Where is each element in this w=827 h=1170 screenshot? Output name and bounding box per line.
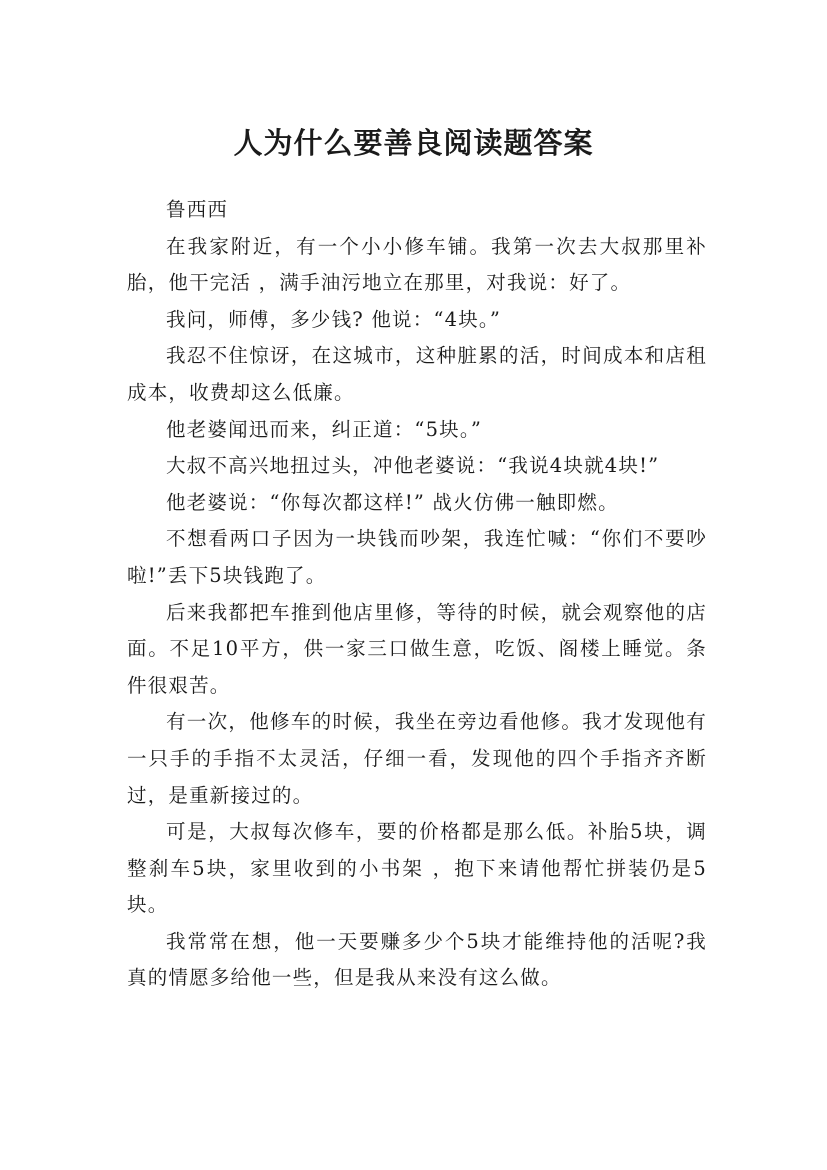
paragraph-3: 我忍不住惊讶，在这城市，这种脏累的活，时间成本和店租成本，收费却这么低廉。 <box>127 344 707 404</box>
paragraph-10: 可是，大叔每次修车，要的价格都是那么低。补胎5块，调整刹车5块，家里收到的小书架 ，抱下来请他帮忙拼装仍是5块。 <box>127 820 707 917</box>
paragraph-6: 他老婆说：“你每次都这样!” 战火仿佛一触即燃。 <box>166 490 619 514</box>
paragraph-7: 不想看两口子因为一块钱而吵架，我连忙喊：“你们不要吵啦!”丢下5块钱跑了。 <box>127 527 707 587</box>
document-title: 人为什么要善良阅读题答案 <box>233 126 594 161</box>
paragraph-11: 我常常在想，他一天要赚多少个5块才能维持他的活呢?我真的情愿多给他一些，但是我从来没有这么做。 <box>127 929 707 990</box>
article-body <box>127 192 707 997</box>
paragraph-1: 在我家附近，有一个小小修车铺。我第一次去大叔那里补胎，他干完活 ，满手油污地立在那里，对我说：好了。 <box>127 234 707 295</box>
paragraph-5: 大叔不高兴地扭过头，冲他老婆说：“我说4块就4块!” <box>166 454 660 478</box>
author-name: 鲁西西 <box>166 198 229 221</box>
paragraph-4: 他老婆闻迅而来，纠正道：“5块。” <box>166 417 482 441</box>
paragraph-2: 我问，师傅，多少钱? 他说：“4块。” <box>166 307 502 331</box>
paragraph-8: 后来我都把车推到他店里修，等待的时候，就会观察他的店面。不足10平方，供一家三口做生意，吃饭、阁楼上睡觉。条件很艰苦。 <box>127 600 707 697</box>
paragraph-9: 有一次，他修车的时候，我坐在旁边看他修。我才发现他有一只手的手指不太灵活，仔细一看，发现他的四个手指齐齐断过，是重新接过的。 <box>127 710 707 807</box>
